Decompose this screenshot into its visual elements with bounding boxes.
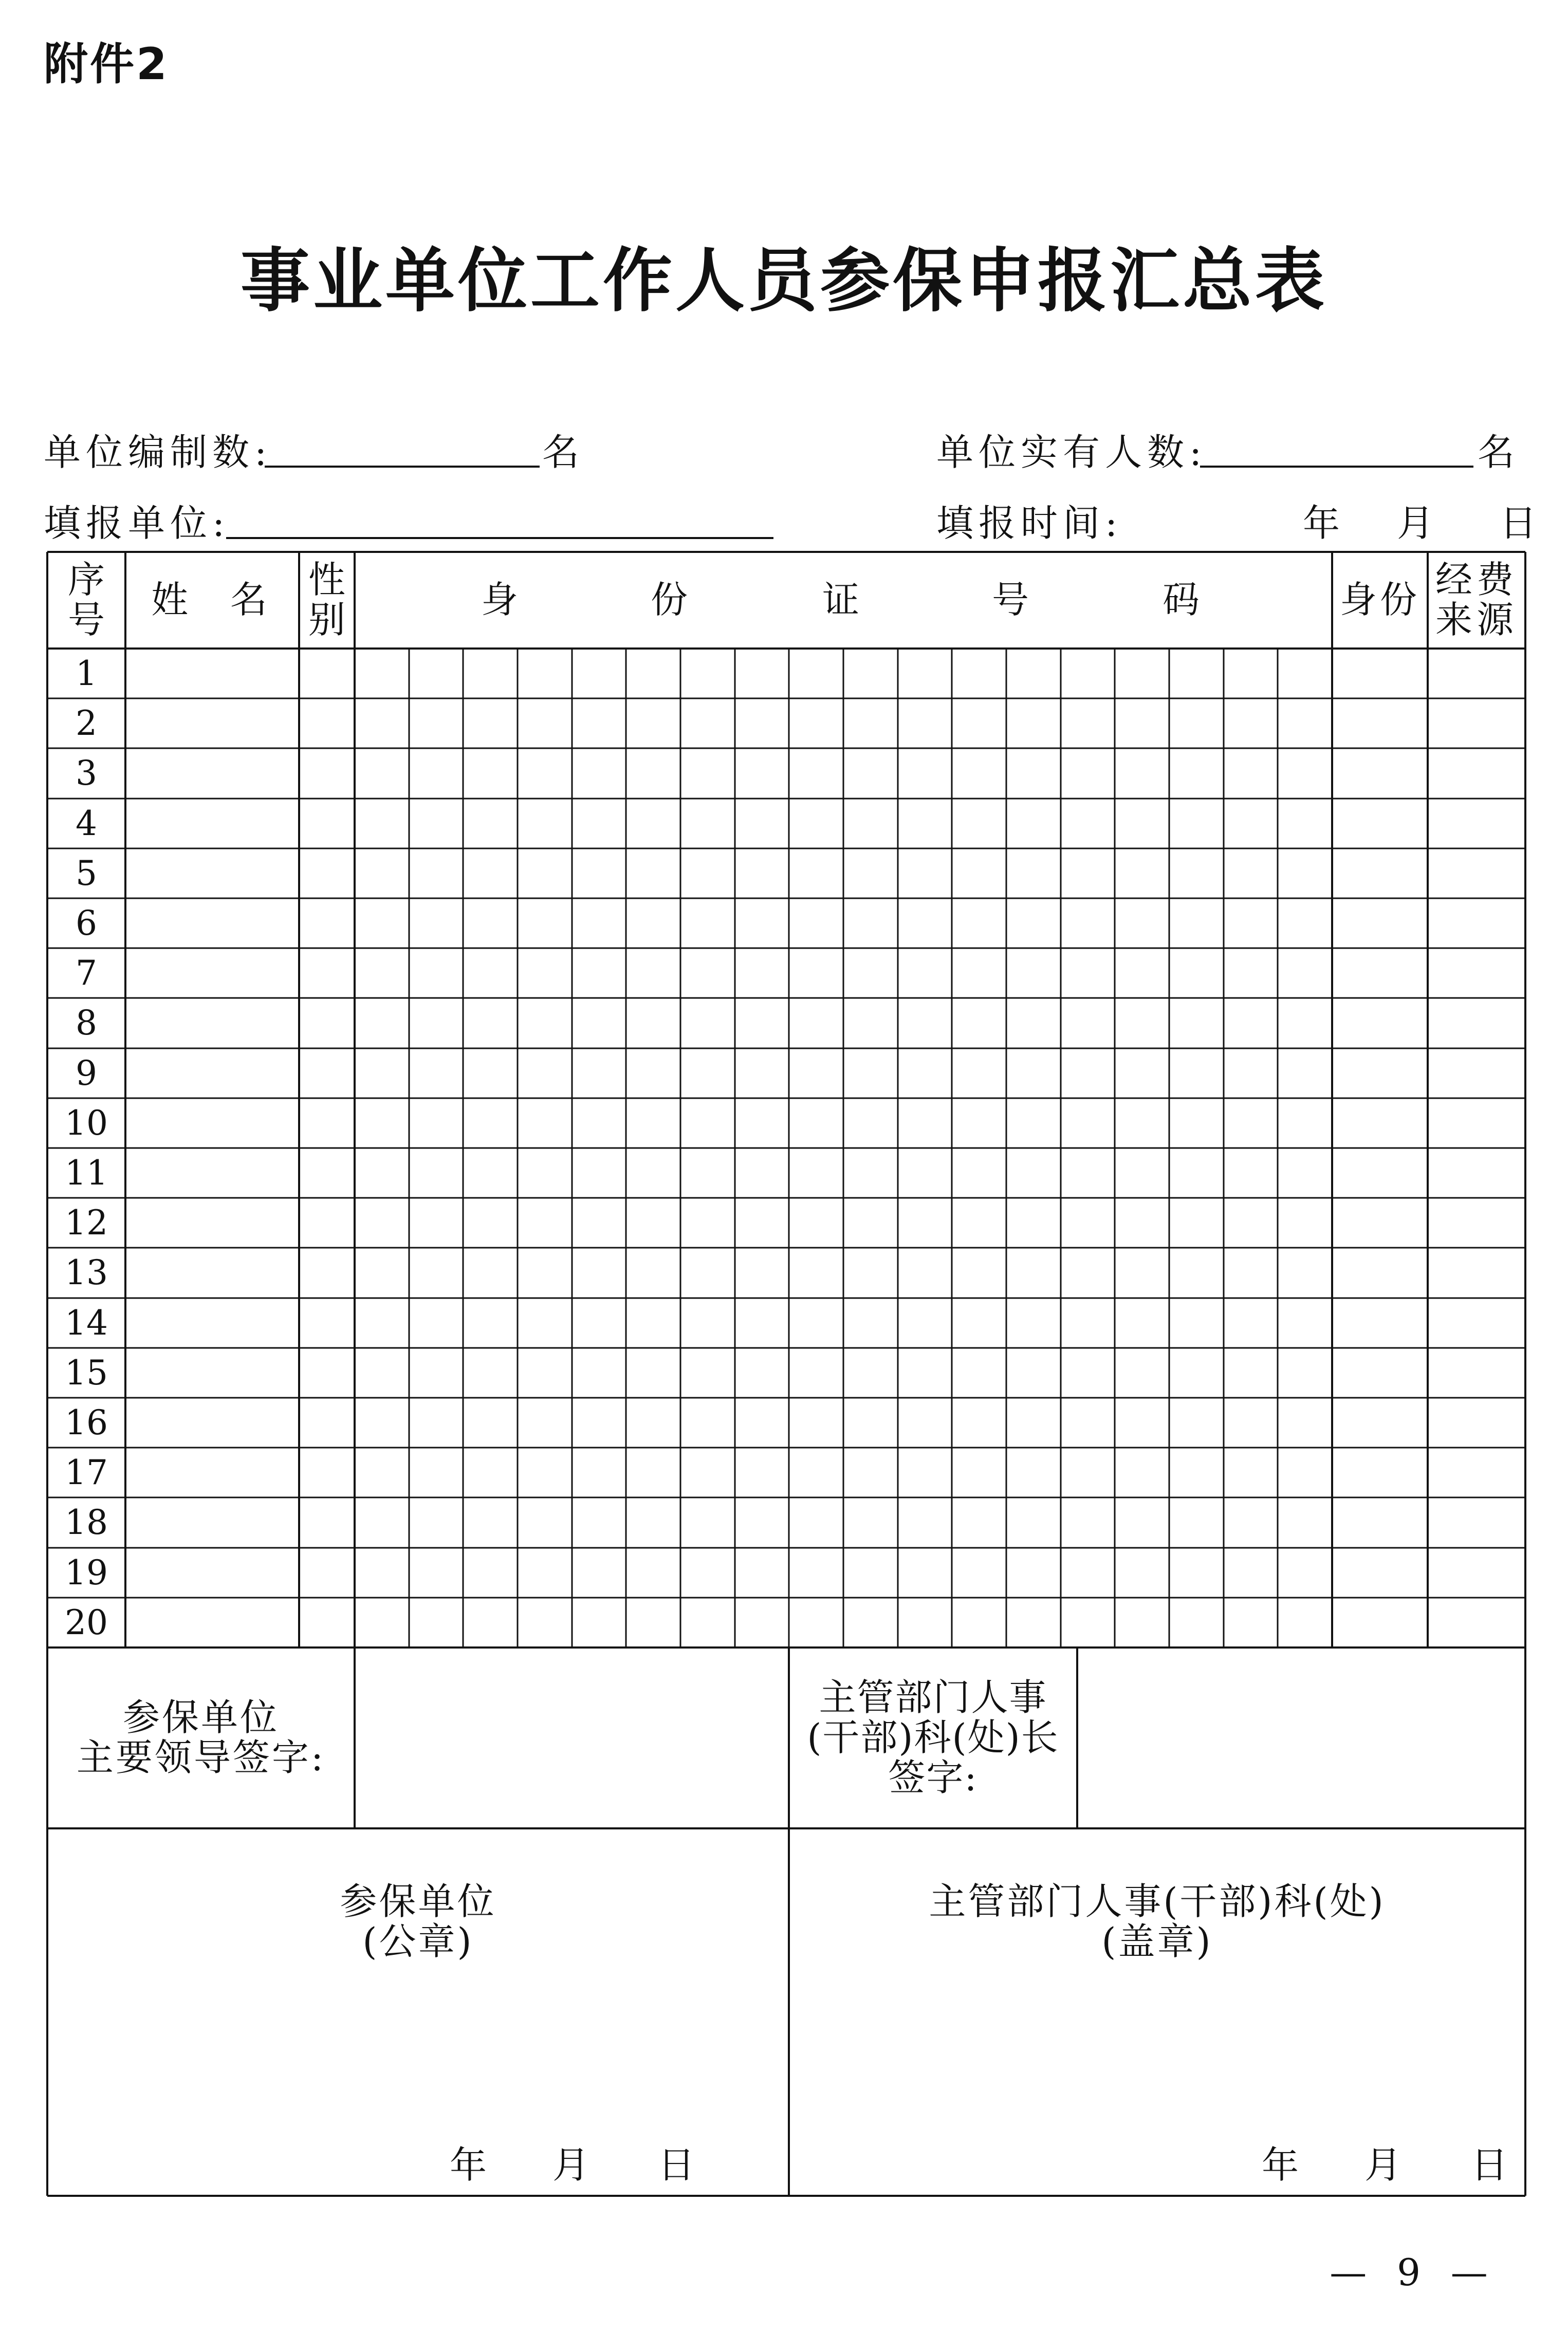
dept-seal-line1: 主管部门人事(干部)科(处)	[929, 1880, 1386, 1923]
row-number: 5	[76, 853, 97, 893]
header-seq-line1: 序	[67, 558, 105, 602]
dept-seal-month: 月	[1364, 2143, 1407, 2187]
actual-count-label: 单位实有人数:	[936, 431, 1207, 474]
row-number: 10	[65, 1103, 108, 1143]
unit-leader-signature-field[interactable]	[355, 1647, 789, 1828]
page-title: 事业单位工作人员参保申报汇总表	[241, 239, 1327, 321]
reporting-day: 日	[1500, 502, 1542, 545]
dept-head-signature-field[interactable]	[1077, 1647, 1525, 1828]
unit-seal-label	[47, 1878, 789, 1966]
header-funding	[1428, 552, 1525, 649]
unit-seal-year: 年	[450, 2143, 492, 2187]
header-id-char-4: 号	[991, 578, 1029, 622]
row-number: 1	[76, 653, 97, 693]
staffing-unit: 名	[542, 431, 585, 474]
row-number: 15	[65, 1353, 108, 1393]
row-number: 13	[65, 1252, 108, 1292]
header-gender-line1: 性	[308, 558, 345, 602]
unit-seal-day: 日	[658, 2143, 700, 2187]
reporting-time-label: 填报时间:	[936, 502, 1123, 545]
unit-seal-line1: 参保单位	[340, 1880, 496, 1923]
reporting-month: 月	[1397, 502, 1440, 545]
dept-head-line1: 主管部门人事	[819, 1676, 1047, 1719]
dept-seal-day: 日	[1471, 2143, 1514, 2187]
dept-seal-label	[789, 1878, 1525, 1966]
header-id-number	[355, 552, 1332, 649]
row-number: 8	[76, 1003, 97, 1043]
row-number: 20	[65, 1602, 108, 1642]
header-funding-line1: 经费	[1435, 558, 1518, 602]
row-number: 9	[76, 1053, 97, 1093]
unit-seal-line2: (公章)	[362, 1920, 474, 1963]
header-id-char-3: 证	[822, 578, 859, 622]
dept-head-signature-label	[789, 1647, 1077, 1828]
header-name: 姓 名	[151, 578, 273, 622]
unit-leader-line1: 参保单位	[122, 1696, 279, 1739]
header-id-char-5: 码	[1162, 578, 1200, 622]
unit-leader-signature-label	[47, 1647, 355, 1828]
row-number: 19	[65, 1552, 108, 1593]
row-number: 7	[76, 953, 97, 993]
dept-seal-line2: (盖章)	[1101, 1920, 1213, 1963]
header-gender	[299, 552, 355, 649]
actual-count-unit: 名	[1478, 431, 1520, 474]
header-identity: 身份	[1339, 578, 1420, 622]
attachment-label: 附件2	[44, 39, 169, 90]
row-number: 12	[65, 1202, 108, 1243]
row-number: 17	[65, 1452, 108, 1492]
row-number: 2	[76, 703, 97, 743]
row-number: 18	[65, 1502, 108, 1542]
unit-seal-month: 月	[552, 2143, 595, 2187]
dept-seal-year: 年	[1262, 2143, 1304, 2187]
row-number: 3	[76, 753, 97, 793]
dept-head-line2: (干部)科(处)长	[807, 1716, 1059, 1760]
row-number: 6	[76, 903, 97, 943]
staffing-label: 单位编制数:	[44, 431, 272, 474]
page-number: — 9 —	[1330, 2251, 1497, 2294]
reporting-unit-label: 填报单位:	[44, 502, 230, 545]
header-seq-line2: 号	[67, 598, 105, 641]
header-funding-line2: 来源	[1435, 598, 1518, 641]
reporting-year: 年	[1303, 502, 1345, 545]
row-number: 14	[65, 1303, 108, 1343]
header-id-char-1: 身	[481, 578, 518, 622]
row-number: 4	[76, 803, 97, 843]
unit-leader-line2: 主要领导签字:	[76, 1736, 326, 1779]
row-number: 11	[65, 1153, 108, 1193]
row-number-column	[47, 649, 125, 1647]
row-number: 16	[65, 1402, 108, 1442]
dept-head-line3: 签字:	[888, 1755, 978, 1799]
header-seq	[47, 552, 125, 649]
header-gender-line2: 别	[308, 598, 345, 641]
header-id-char-2: 份	[650, 578, 688, 622]
